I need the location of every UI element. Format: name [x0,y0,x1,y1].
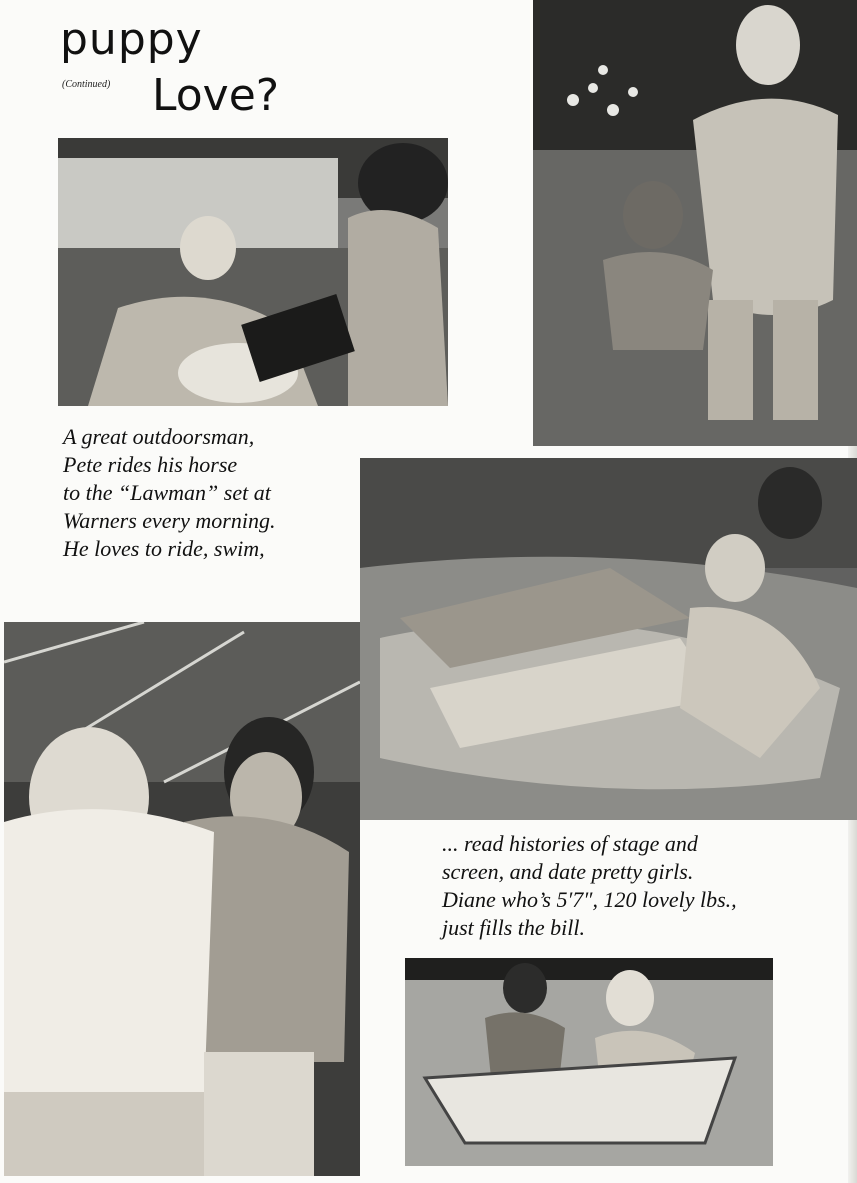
photo-pool-standing [533,0,857,446]
photo-poolside-guitar [58,138,448,406]
photo-towel [4,622,360,1176]
caption-line: screen, and date pretty girls. [442,859,694,884]
headline-line-2: Love? [152,70,280,121]
caption-histories [442,830,737,942]
caption-line: to the “Lawman” set at [63,480,271,505]
caption-line: Pete rides his horse [63,452,238,477]
caption-line: ... read histories of stage and [442,831,698,856]
caption-line: A great outdoorsman, [63,424,255,449]
headline-line-1: puppy [60,14,203,65]
caption-line: just fills the bill. [442,915,586,940]
caption-line: He loves to ride, swim, [63,536,265,561]
photo-pool-raft [360,458,857,820]
photo-boat [405,958,773,1166]
caption-line: Diane who’s 5′7″, 120 lovely lbs., [442,887,737,912]
caption-line: Warners every morning. [63,508,276,533]
caption-outdoorsman [63,423,275,563]
continued-label: (Continued) [62,79,111,90]
